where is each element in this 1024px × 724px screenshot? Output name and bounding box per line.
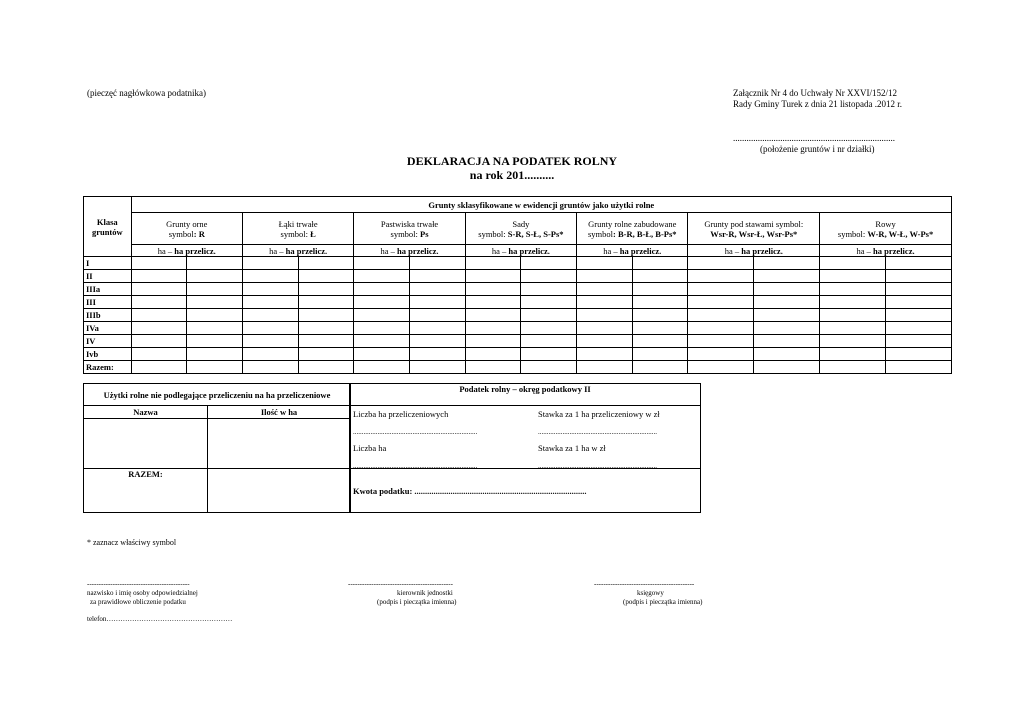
value-cell[interactable] — [577, 335, 633, 348]
class-label: Ivb — [84, 348, 132, 361]
class-label: II — [84, 270, 132, 283]
value-cell[interactable] — [298, 283, 354, 296]
class-label: Razem: — [84, 361, 132, 374]
non-converted-land-table — [83, 383, 351, 513]
class-row — [84, 361, 952, 374]
label-rate: Stawka za 1 ha w zł — [538, 443, 606, 453]
unit-label: ha – ha przelicz. — [131, 245, 242, 257]
value-cell[interactable] — [632, 257, 688, 270]
unit-label: ha – ha przelicz. — [242, 245, 353, 257]
unit-label: ha – ha przelicz. — [577, 245, 688, 257]
value-cell[interactable] — [354, 335, 410, 348]
unit-label: ha – ha przelicz. — [465, 245, 576, 257]
value-cell[interactable] — [187, 283, 243, 296]
annex-line-1: Załącznik Nr 4 do Uchwały Nr XXVI/152/12 — [733, 88, 897, 98]
value-cell[interactable] — [354, 309, 410, 322]
value-cell[interactable] — [632, 296, 688, 309]
value-cell[interactable] — [577, 322, 633, 335]
column-header: Sady symbol: S-R, S-Ł, S-Ps* — [465, 213, 576, 245]
value-cell[interactable] — [465, 309, 521, 322]
value-cell[interactable] — [521, 322, 577, 335]
col-qty: Ilość w ha — [208, 406, 351, 419]
value-cell[interactable] — [521, 270, 577, 283]
value-cell[interactable] — [688, 322, 754, 335]
value-cell[interactable] — [820, 257, 886, 270]
value-cell[interactable] — [187, 361, 243, 374]
column-header: Pastwiska trwałe symbol: Ps — [354, 213, 465, 245]
value-cell[interactable] — [187, 296, 243, 309]
value-cell[interactable] — [632, 309, 688, 322]
value-cell[interactable] — [577, 348, 633, 361]
class-row — [84, 348, 952, 361]
value-cell[interactable] — [754, 296, 820, 309]
value-cell[interactable] — [885, 309, 951, 322]
value-cell[interactable] — [885, 348, 951, 361]
non-converted-header: Użytki rolne nie podlegające przeliczeniu na ha przeliczeniowe — [84, 384, 351, 406]
value-cell[interactable] — [465, 361, 521, 374]
value-cell[interactable] — [187, 348, 243, 361]
class-header: Klasa gruntów — [84, 197, 132, 257]
rate-dots[interactable]: .................................................................... — [538, 462, 657, 469]
class-label: IIIb — [84, 309, 132, 322]
value-cell[interactable] — [820, 270, 886, 283]
page-title: DEKLARACJA NA PODATEK ROLNY — [406, 154, 618, 168]
value-cell[interactable] — [885, 361, 951, 374]
value-cell[interactable] — [465, 296, 521, 309]
class-row — [84, 309, 952, 322]
value-cell[interactable] — [465, 335, 521, 348]
value-cell[interactable] — [242, 322, 298, 335]
group-header: Grunty sklasyfikowane w ewidencji gruntów jako użytki rolne — [131, 197, 951, 213]
value-cell[interactable] — [820, 361, 886, 374]
tax-amount[interactable]: Kwota podatku: ................................................................................. — [350, 469, 701, 513]
value-cell[interactable] — [820, 335, 886, 348]
value-cell[interactable] — [754, 270, 820, 283]
value-cell[interactable] — [885, 283, 951, 296]
value-cell[interactable] — [885, 296, 951, 309]
value-cell[interactable] — [242, 361, 298, 374]
value-cell[interactable] — [242, 335, 298, 348]
value-cell[interactable] — [632, 270, 688, 283]
value-cell[interactable] — [521, 309, 577, 322]
value-cell[interactable] — [820, 322, 886, 335]
column-header: Grunty pod stawami symbol: Wsr-R, Wsr-Ł, Wsr-Ps* — [688, 213, 820, 245]
value-cell[interactable] — [885, 322, 951, 335]
value-cell[interactable] — [187, 270, 243, 283]
value-cell[interactable] — [632, 335, 688, 348]
value-cell[interactable] — [521, 361, 577, 374]
total-cell[interactable] — [208, 469, 351, 513]
column-header: Łąki trwałe symbol: Ł — [242, 213, 353, 245]
value-cell[interactable] — [754, 309, 820, 322]
class-label: IVa — [84, 322, 132, 335]
value-cell[interactable] — [410, 296, 466, 309]
value-cell[interactable] — [688, 309, 754, 322]
signature-2-sublabel: (podpis i pieczątka imienna) — [377, 598, 457, 606]
total-label: RAZEM: — [84, 469, 208, 513]
value-cell[interactable] — [131, 257, 187, 270]
value-cell[interactable] — [242, 296, 298, 309]
value-cell[interactable] — [577, 257, 633, 270]
value-cell[interactable] — [688, 283, 754, 296]
signature-1-line[interactable]: -------------------------------------------- — [87, 580, 190, 588]
value-cell[interactable] — [577, 296, 633, 309]
value-cell[interactable] — [465, 322, 521, 335]
footnote: * zaznacz właściwy symbol — [87, 538, 177, 547]
value-cell[interactable] — [354, 257, 410, 270]
value-cell[interactable] — [410, 361, 466, 374]
signature-3-label: księgowy — [637, 589, 664, 597]
value-cell[interactable] — [754, 348, 820, 361]
qty-cell[interactable] — [208, 419, 351, 469]
value-cell[interactable] — [242, 283, 298, 296]
name-cell[interactable] — [84, 419, 208, 469]
value-cell[interactable] — [354, 296, 410, 309]
column-header: Rowy symbol: W-R, W-Ł, W-Ps* — [820, 213, 952, 245]
value-cell[interactable] — [410, 309, 466, 322]
count-conv-dots[interactable]: ....................................................................... — [353, 428, 478, 436]
value-cell[interactable] — [465, 348, 521, 361]
value-cell[interactable] — [820, 348, 886, 361]
label-count: Liczba ha — [353, 443, 387, 453]
label-count-conv: Liczba ha przeliczeniowych — [353, 409, 449, 419]
value-cell[interactable] — [298, 335, 354, 348]
class-row — [84, 270, 952, 283]
value-cell[interactable] — [885, 270, 951, 283]
signature-3-line[interactable]: ------------------------------------------- — [594, 580, 695, 588]
value-cell[interactable] — [885, 335, 951, 348]
location-dots: ........................................................................ — [733, 133, 895, 143]
class-label: III — [84, 296, 132, 309]
value-cell[interactable] — [754, 322, 820, 335]
value-cell[interactable] — [242, 309, 298, 322]
tax-header: Podatek rolny – okręg podatkowy II — [350, 384, 701, 406]
value-cell[interactable] — [298, 257, 354, 270]
value-cell[interactable] — [465, 270, 521, 283]
land-class-table — [83, 196, 952, 374]
value-cell[interactable] — [820, 309, 886, 322]
value-cell[interactable] — [632, 283, 688, 296]
value-cell[interactable] — [465, 257, 521, 270]
class-row — [84, 335, 952, 348]
stamp-label: (pieczęć nagłówkowa podatnika) — [87, 88, 206, 98]
value-cell[interactable] — [885, 257, 951, 270]
value-cell[interactable] — [688, 361, 754, 374]
value-cell[interactable] — [131, 322, 187, 335]
value-cell[interactable] — [410, 257, 466, 270]
value-cell[interactable] — [820, 283, 886, 296]
value-cell[interactable] — [298, 270, 354, 283]
location-label: (położenie gruntów i nr działki) — [760, 144, 875, 154]
unit-label: ha – ha przelicz. — [688, 245, 820, 257]
signature-2-line[interactable]: --------------------------------------------- — [348, 580, 453, 588]
value-cell[interactable] — [354, 361, 410, 374]
class-row — [84, 257, 952, 270]
value-cell[interactable] — [131, 309, 187, 322]
signature-1-label: nazwisko i imię osoby odpowiedzialnej — [87, 589, 198, 597]
value-cell[interactable] — [410, 322, 466, 335]
value-cell[interactable] — [632, 361, 688, 374]
value-cell[interactable] — [577, 361, 633, 374]
value-cell[interactable] — [688, 296, 754, 309]
column-header: Grunty rolne zabudowane symbol: B-R, B-Ł, B-Ps* — [577, 213, 688, 245]
value-cell[interactable] — [521, 335, 577, 348]
value-cell[interactable] — [354, 270, 410, 283]
value-cell[interactable] — [242, 348, 298, 361]
class-label: I — [84, 257, 132, 270]
value-cell[interactable] — [187, 335, 243, 348]
unit-label: ha – ha przelicz. — [354, 245, 465, 257]
rate-conv-dots[interactable]: .................................................................... — [538, 428, 657, 436]
class-row — [84, 322, 952, 335]
value-cell[interactable] — [187, 257, 243, 270]
value-cell[interactable] — [410, 335, 466, 348]
value-cell[interactable] — [688, 270, 754, 283]
value-cell[interactable] — [632, 348, 688, 361]
value-cell[interactable] — [131, 348, 187, 361]
value-cell[interactable] — [521, 296, 577, 309]
value-cell[interactable] — [688, 348, 754, 361]
class-label: IIIa — [84, 283, 132, 296]
value-cell[interactable] — [131, 361, 187, 374]
value-cell[interactable] — [521, 348, 577, 361]
value-cell[interactable] — [632, 322, 688, 335]
value-cell[interactable] — [354, 322, 410, 335]
value-cell[interactable] — [187, 322, 243, 335]
value-cell[interactable] — [688, 257, 754, 270]
value-cell[interactable] — [754, 283, 820, 296]
value-cell[interactable] — [131, 296, 187, 309]
value-cell[interactable] — [754, 361, 820, 374]
value-cell[interactable] — [410, 270, 466, 283]
value-cell[interactable] — [688, 335, 754, 348]
value-cell[interactable] — [465, 283, 521, 296]
col-name: Nazwa — [84, 406, 208, 419]
class-row — [84, 283, 952, 296]
signature-1-sublabel: za prawidłowe obliczenie podatku — [90, 598, 186, 606]
value-cell[interactable] — [354, 348, 410, 361]
value-cell[interactable] — [298, 361, 354, 374]
value-cell[interactable] — [577, 309, 633, 322]
value-cell[interactable] — [410, 348, 466, 361]
value-cell[interactable] — [354, 283, 410, 296]
value-cell[interactable] — [131, 335, 187, 348]
signature-3-sublabel: (podpis i pieczątka imienna) — [623, 598, 703, 606]
class-label: IV — [84, 335, 132, 348]
value-cell[interactable] — [187, 309, 243, 322]
annex-line-2: Rady Gminy Turek z dnia 21 listopada .2012 r. — [733, 99, 902, 109]
unit-label: ha – ha przelicz. — [820, 245, 952, 257]
value-cell[interactable] — [298, 322, 354, 335]
value-cell[interactable] — [754, 257, 820, 270]
value-cell[interactable] — [410, 283, 466, 296]
tax-box — [349, 383, 701, 513]
value-cell[interactable] — [754, 335, 820, 348]
value-cell[interactable] — [298, 309, 354, 322]
value-cell[interactable] — [577, 270, 633, 283]
value-cell[interactable] — [521, 283, 577, 296]
value-cell[interactable] — [577, 283, 633, 296]
signature-2-label: kierownik jednostki — [397, 589, 453, 597]
class-row — [84, 296, 952, 309]
value-cell[interactable] — [298, 296, 354, 309]
page-subtitle: na rok 201.......... — [469, 168, 555, 182]
value-cell[interactable] — [242, 270, 298, 283]
value-cell[interactable] — [131, 283, 187, 296]
value-cell[interactable] — [131, 270, 187, 283]
count-dots[interactable]: ....................................................................... — [353, 462, 478, 469]
phone-line[interactable]: telefon……………………………………………… — [87, 615, 233, 623]
value-cell[interactable] — [521, 257, 577, 270]
value-cell[interactable] — [820, 296, 886, 309]
value-cell[interactable] — [242, 257, 298, 270]
label-rate-conv: Stawka za 1 ha przeliczeniowy w zł — [538, 409, 660, 419]
column-header: Grunty orne symbol: R — [131, 213, 242, 245]
value-cell[interactable] — [298, 348, 354, 361]
